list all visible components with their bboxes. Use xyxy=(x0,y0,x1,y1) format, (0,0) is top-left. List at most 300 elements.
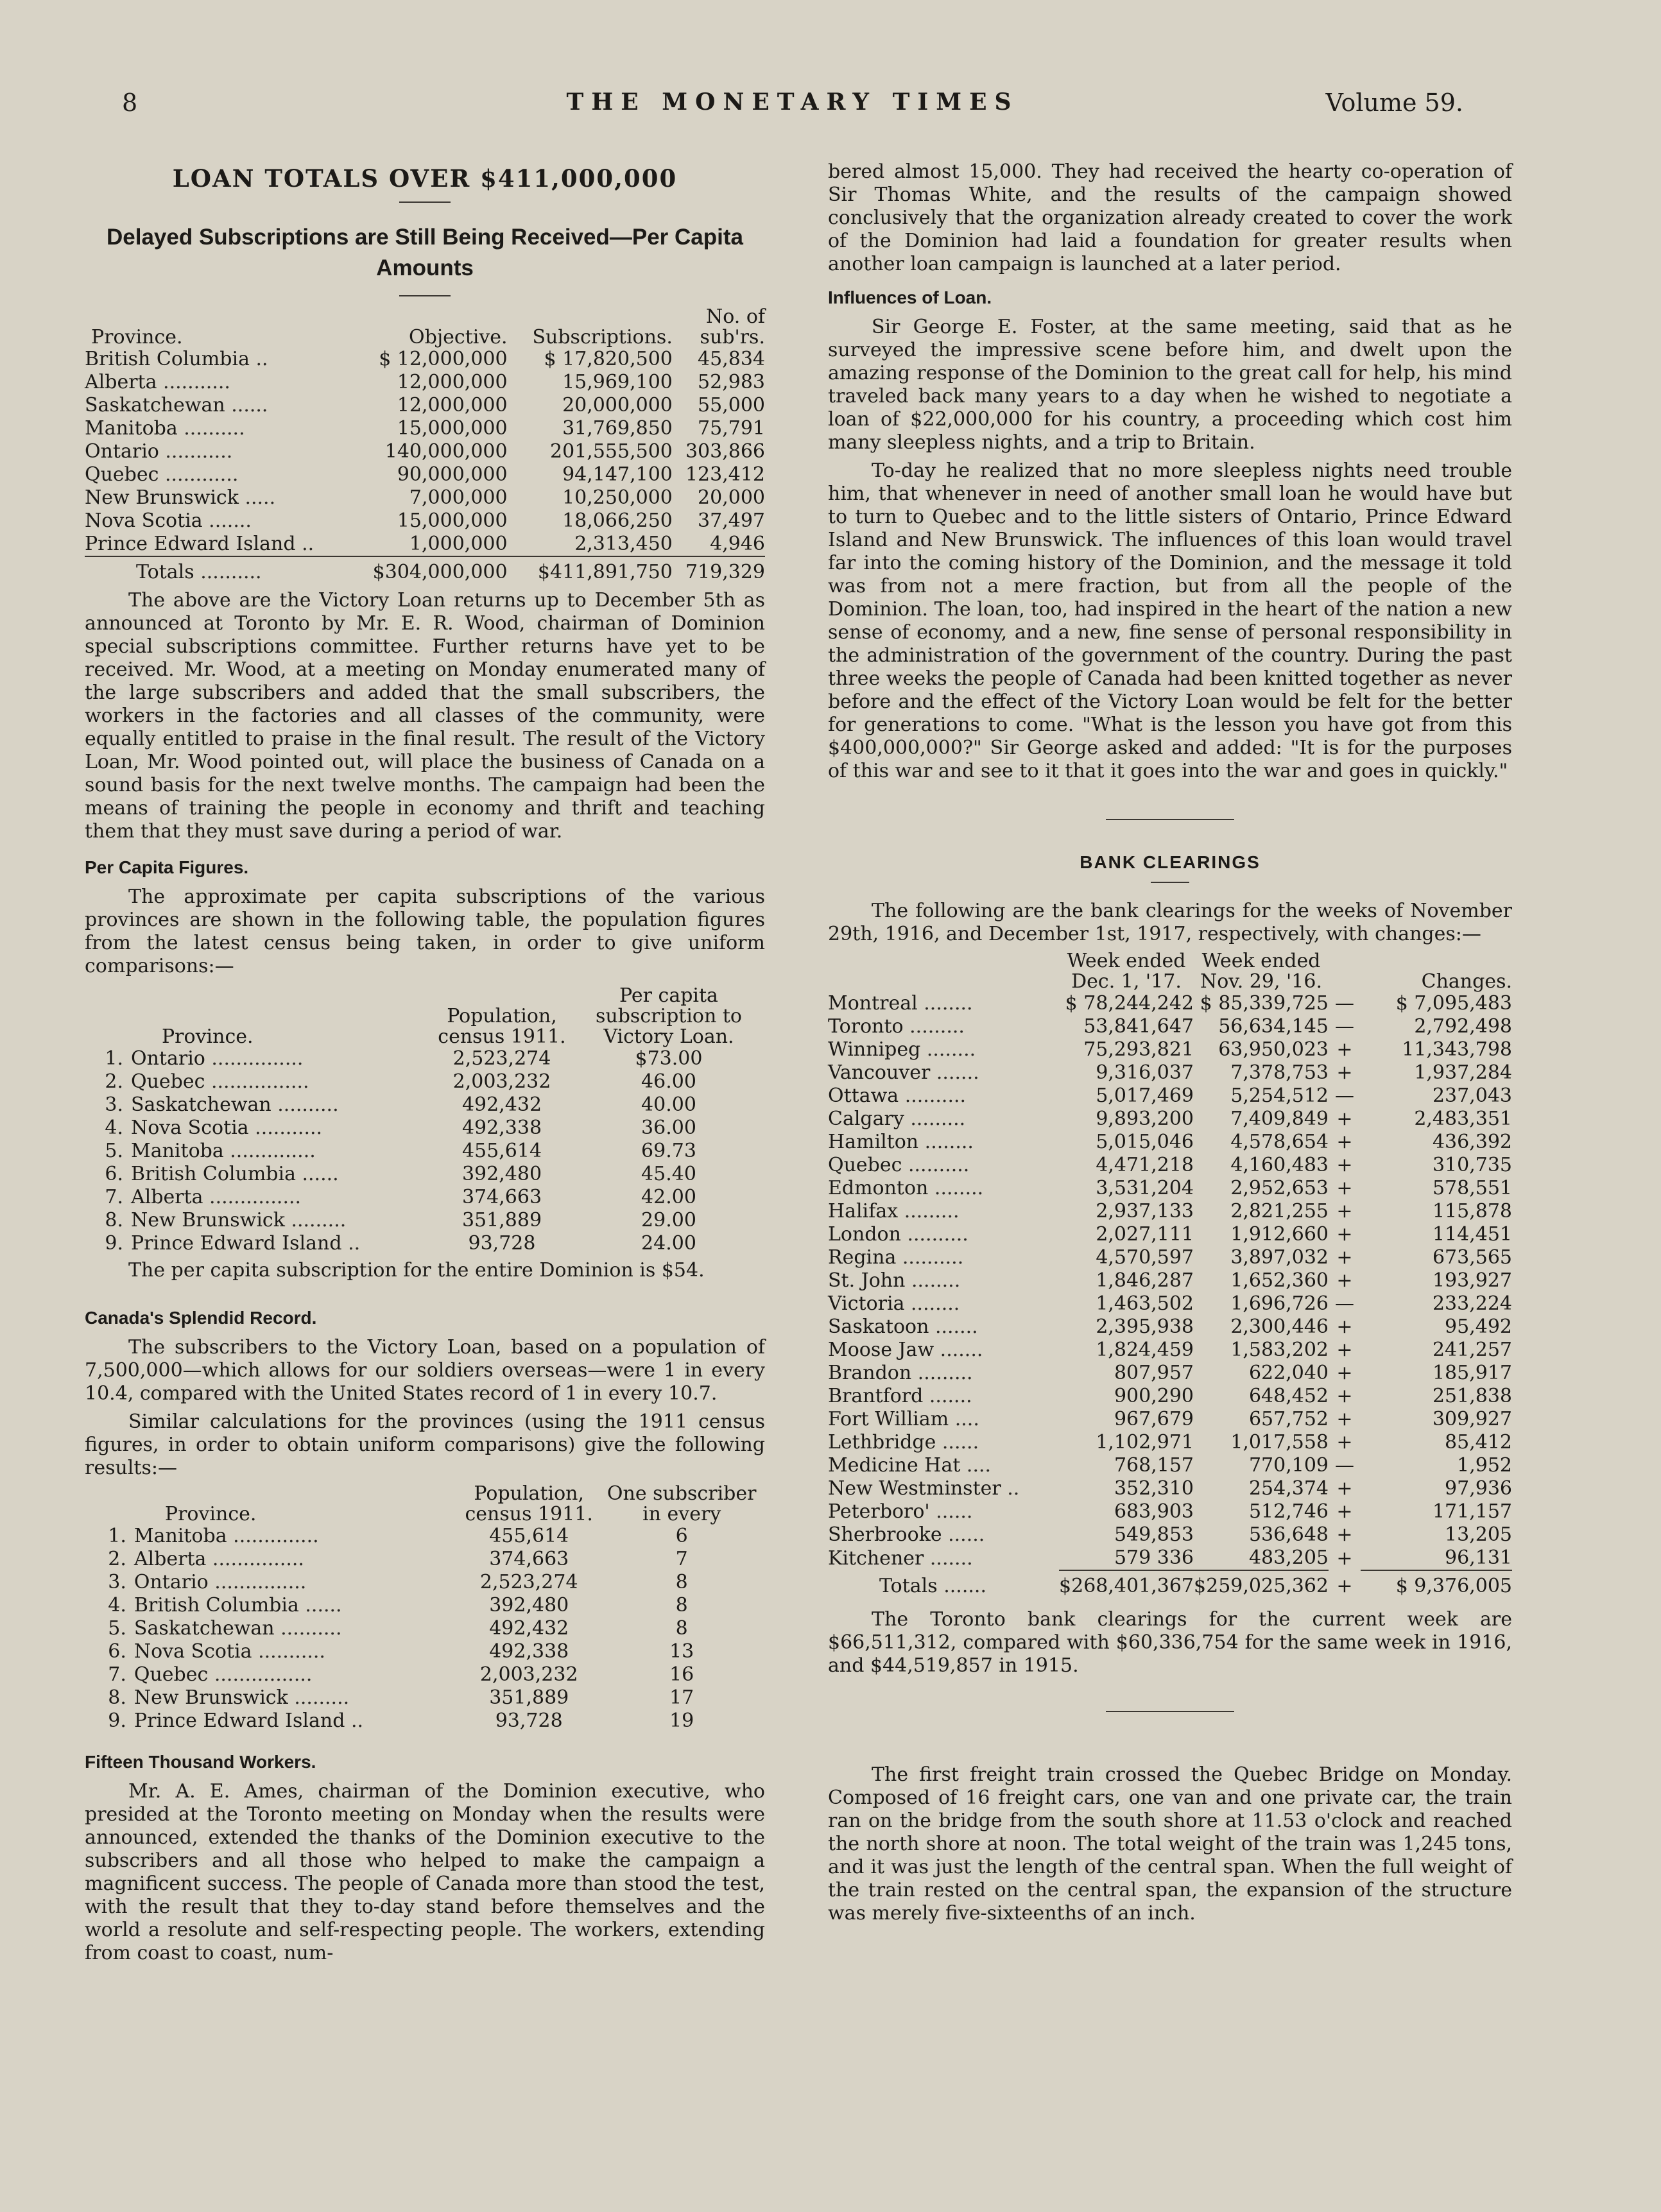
row-label-cell xyxy=(126,1548,460,1571)
row-label: Sherbrooke xyxy=(828,1523,942,1546)
col-header: Province. xyxy=(164,1503,257,1525)
row-label: London xyxy=(828,1223,901,1246)
leader-dots: ...... xyxy=(295,1163,339,1185)
table-cell: + xyxy=(1336,1269,1353,1292)
row-label: British Columbia xyxy=(133,1594,299,1616)
table-cell: 2. xyxy=(108,1548,126,1570)
table-cell: 9,316,037 xyxy=(1096,1061,1194,1084)
table-header-row xyxy=(85,986,765,1047)
row-label-cell xyxy=(85,348,369,371)
row-label: Hamilton xyxy=(828,1131,919,1153)
table-cell: 2,300,446 xyxy=(1230,1316,1329,1338)
table-cell: + xyxy=(1336,1339,1353,1361)
row-label-cell xyxy=(123,1163,431,1186)
row-label: Saskatchewan xyxy=(133,1617,275,1640)
table-cell: 15,000,000 xyxy=(397,510,508,532)
table-cell: 3,897,032 xyxy=(1230,1246,1329,1269)
leader-dots: ...... xyxy=(929,1500,973,1523)
row-label-cell xyxy=(828,1431,1059,1454)
leader-dots: .. xyxy=(249,348,268,370)
row-label-cell xyxy=(828,1061,1059,1085)
table-cell: 492,432 xyxy=(489,1617,569,1640)
leader-dots: ........ xyxy=(917,992,973,1015)
section-heading: Influences of Loan. xyxy=(828,287,992,307)
table-cell: + xyxy=(1336,1362,1353,1384)
table-cell: 351,889 xyxy=(489,1686,569,1709)
table-cell: 1,912,660 xyxy=(1230,1223,1329,1246)
table-row xyxy=(828,1316,1512,1339)
table-cell: 5. xyxy=(105,1140,123,1162)
table-cell: 93,728 xyxy=(495,1710,563,1732)
row-label: Brandon xyxy=(828,1362,912,1384)
table-row xyxy=(85,1140,765,1163)
row-label-cell xyxy=(85,510,369,533)
table-cell: 31,769,850 xyxy=(562,417,673,440)
loan-totals-table xyxy=(85,307,765,584)
table-cell: $ 12,000,000 xyxy=(379,348,508,370)
table-cell: 392,480 xyxy=(461,1163,542,1185)
table-cell: 622,040 xyxy=(1248,1362,1329,1384)
leader-dots: .......... xyxy=(902,1154,970,1176)
leader-dots: ................ xyxy=(205,1070,309,1093)
row-label-cell xyxy=(828,1223,1059,1246)
row-label: British Columbia xyxy=(131,1163,296,1185)
table-row xyxy=(828,1246,1512,1269)
table-cell: 251,838 xyxy=(1432,1385,1512,1407)
table-cell: 770,109 xyxy=(1248,1454,1329,1477)
leader-dots: ....... xyxy=(923,1385,972,1407)
table-cell: 6. xyxy=(105,1163,123,1185)
row-label: St. John xyxy=(828,1269,906,1292)
leader-dots: .............. xyxy=(223,1140,316,1162)
row-label-cell xyxy=(123,1232,431,1255)
paragraph: The approximate per capita subscriptions of the various provinces are shown in the following table, the population figures from the latest census being taken, in order to give uniform comparisons:— xyxy=(85,886,765,977)
row-label-cell xyxy=(828,1547,1059,1570)
table-cell: 20,000 xyxy=(698,486,765,509)
table-row xyxy=(85,1163,765,1186)
table-row xyxy=(828,1385,1512,1408)
row-label-cell xyxy=(828,1454,1059,1477)
table-cell: 1. xyxy=(105,1047,123,1070)
table-cell: 579 336 xyxy=(1114,1547,1194,1569)
table-cell: 90,000,000 xyxy=(397,463,508,486)
row-label: Saskatchewan xyxy=(131,1093,271,1116)
table-cell: 2,003,232 xyxy=(452,1070,551,1093)
table-cell: 1,937,284 xyxy=(1414,1061,1512,1084)
totals-row: Totals ....... $268,401,367 $259,025,362 + $ 9,376,005 xyxy=(879,1575,1512,1597)
table-row xyxy=(85,1594,765,1617)
col-header: Objective. xyxy=(409,326,508,348)
table-row xyxy=(828,1547,1512,1570)
table-cell: 96,131 xyxy=(1445,1547,1512,1569)
table-cell: 5,015,046 xyxy=(1096,1131,1194,1153)
table-cell: 233,224 xyxy=(1432,1292,1512,1315)
row-label-cell xyxy=(85,463,369,486)
table-cell: 19 xyxy=(669,1710,694,1732)
paragraph: The subscribers to the Victory Loan, based on a population of 7,500,000—which allows for our soldiers overseas—were 1 in every 10.4, compared with the United States record of 1 in every 10.7. xyxy=(85,1336,765,1405)
table-cell: 85,412 xyxy=(1445,1431,1512,1453)
table-cell: 15,000,000 xyxy=(397,417,508,440)
table-cell: 11,343,798 xyxy=(1402,1038,1512,1061)
table-cell: — xyxy=(1335,1454,1354,1477)
totals-cell: $ 9,376,005 xyxy=(1395,1575,1512,1597)
row-label: Quebec xyxy=(131,1070,205,1093)
leader-dots: ............... xyxy=(203,1186,302,1208)
table-row xyxy=(828,1223,1512,1246)
table-cell: 12,000,000 xyxy=(397,394,508,416)
table-row xyxy=(828,1015,1512,1038)
paragraph: The per capita subscription for the entire Dominion is $54. xyxy=(128,1259,705,1282)
table-cell: 36.00 xyxy=(641,1117,696,1139)
leader-dots: ........ xyxy=(905,1269,961,1292)
table-cell: 55,000 xyxy=(698,394,765,416)
col-header: Province. xyxy=(91,326,183,348)
section-heading: Fifteen Thousand Workers. xyxy=(85,1752,316,1772)
row-label: Ontario xyxy=(85,440,159,463)
table-cell: 578,551 xyxy=(1432,1177,1512,1199)
row-label-cell xyxy=(123,1140,431,1163)
table-cell: + xyxy=(1336,1523,1353,1546)
table-cell: 7,378,753 xyxy=(1230,1061,1329,1084)
table-cell: 8 xyxy=(675,1617,688,1640)
table-cell: 2. xyxy=(105,1070,123,1093)
table-cell: $ 7,095,483 xyxy=(1395,992,1512,1015)
table-cell: 37,497 xyxy=(698,510,765,532)
table-cell: 5. xyxy=(108,1617,126,1640)
table-row xyxy=(828,1061,1512,1085)
row-label: British Columbia xyxy=(85,348,250,370)
table-cell: + xyxy=(1336,1431,1353,1453)
row-label: Peterboro' xyxy=(828,1500,930,1523)
row-label-cell xyxy=(126,1710,460,1733)
leader-dots: ......... xyxy=(898,1200,960,1222)
col-header: Week ended Nov. 29, '16. xyxy=(1200,950,1322,993)
table-cell: 140,000,000 xyxy=(384,440,508,463)
right-column xyxy=(828,160,1512,1925)
table-row xyxy=(828,1131,1512,1154)
table-cell: + xyxy=(1336,1547,1353,1570)
divider xyxy=(399,295,451,296)
row-label-cell xyxy=(126,1525,460,1548)
table-cell: $ 85,339,725 xyxy=(1200,992,1329,1015)
table-cell: + xyxy=(1336,1131,1353,1153)
table-cell: 967,679 xyxy=(1114,1408,1194,1430)
table-cell: + xyxy=(1336,1038,1353,1061)
row-label-cell xyxy=(828,1269,1059,1292)
row-label: Prince Edward Island xyxy=(131,1232,342,1255)
article-headline: LOAN TOTALS OVER $411,000,000 xyxy=(172,164,678,193)
table-cell: 201,555,500 xyxy=(550,440,673,463)
table-cell: 69.73 xyxy=(641,1140,696,1162)
row-label-cell xyxy=(123,1047,431,1070)
table-cell: 15,969,100 xyxy=(562,371,673,393)
table-cell: 17 xyxy=(669,1686,694,1709)
table-cell: 900,290 xyxy=(1114,1385,1194,1407)
table-cell: 185,917 xyxy=(1432,1362,1512,1384)
leader-dots: .. xyxy=(341,1232,361,1255)
table-cell: 115,878 xyxy=(1432,1200,1512,1222)
row-label-cell xyxy=(126,1617,460,1640)
row-label-cell xyxy=(828,1246,1059,1269)
leader-dots: ............... xyxy=(208,1571,307,1593)
table-row xyxy=(828,1038,1512,1061)
row-label-cell xyxy=(828,1339,1059,1362)
table-row xyxy=(85,1663,765,1686)
table-cell: 9. xyxy=(108,1710,126,1732)
table-cell: 10,250,000 xyxy=(562,486,673,509)
table-cell: 1,000,000 xyxy=(409,533,508,555)
table-row xyxy=(85,1070,765,1093)
paragraph: Sir George E. Foster, at the same meeting, said that as he surveyed the impressive scene before him, and dwelt upon the amazing response of the Dominion to the great call for help, his mind traveled back many years to a day when he wished to negotiate a loan of $22,000,000 for his country, a proceeding which cost him many sleepless nights, and a trip to Britain. xyxy=(828,316,1512,454)
row-label-cell xyxy=(828,1292,1059,1316)
totals-cell: + xyxy=(1336,1575,1353,1597)
row-label: Toronto xyxy=(828,1015,904,1038)
leader-dots: ...... xyxy=(225,394,268,416)
col-header: Changes. xyxy=(1421,970,1512,993)
table-cell: 3,531,204 xyxy=(1096,1177,1194,1199)
table-cell: + xyxy=(1336,1408,1353,1430)
table-row xyxy=(85,1117,765,1140)
table-cell: 94,147,100 xyxy=(562,463,673,486)
table-cell: + xyxy=(1336,1154,1353,1176)
table-cell: 4,570,597 xyxy=(1096,1246,1194,1269)
row-label-cell xyxy=(828,1200,1059,1223)
table-cell: 52,983 xyxy=(698,371,765,393)
leader-dots: ............ xyxy=(159,463,239,486)
row-label-cell xyxy=(85,394,369,417)
row-label-cell xyxy=(126,1686,460,1710)
table-cell: + xyxy=(1336,1316,1353,1338)
row-label-cell xyxy=(85,417,369,440)
table-cell: 24.00 xyxy=(641,1232,696,1255)
table-cell: 95,492 xyxy=(1445,1316,1512,1338)
table-cell: 4. xyxy=(105,1117,123,1139)
table-cell: + xyxy=(1336,1108,1353,1130)
table-cell: 455,614 xyxy=(461,1140,542,1162)
per-capita-table xyxy=(85,986,765,1255)
table-row xyxy=(85,1617,765,1640)
table-row xyxy=(828,1292,1512,1316)
table-cell: — xyxy=(1335,992,1354,1015)
row-label: New Brunswick xyxy=(133,1686,288,1709)
table-cell: 18,066,250 xyxy=(562,510,673,532)
table-cell: + xyxy=(1336,1246,1353,1269)
col-header: Subscriptions. xyxy=(532,326,673,348)
table-cell: 683,903 xyxy=(1114,1500,1194,1523)
table-cell: 4. xyxy=(108,1594,126,1616)
leader-dots: ........ xyxy=(920,1038,976,1061)
paragraph: To-day he realized that no more sleepless nights need trouble him, that whenever in need of another small loan he would have but to turn to Quebec and to the little sisters of Ontario, Prince Edward Island and New Brunswick. The influences of this loan would travel far into the coming history of the Dominion, and the message it told was from not a mere fraction, but from all the people of the Dominion. The loan, too, had inspired in the heart of the nation a new sense of economy, and a new, fine sense of personal responsibility in the administration of the government of the country. During the past three weeks the people of Canada had been knitted together as never before and the effect of the Victory Loan would be felt for the better for generations to come. "What is the lesson you have got from this $400,000,000?" Sir George asked and added: "It is for the purposes of this war and see to it that it goes into the war and goes in quickly." xyxy=(828,459,1512,782)
col-header: One subscriber in every xyxy=(607,1482,757,1525)
table-cell: 2,483,351 xyxy=(1414,1108,1512,1130)
table-row xyxy=(828,1477,1512,1500)
table-cell: 16 xyxy=(669,1663,694,1686)
table-row xyxy=(828,1431,1512,1454)
row-label: Nova Scotia xyxy=(85,510,203,532)
table-cell: 13 xyxy=(669,1640,694,1663)
table-row xyxy=(85,1571,765,1594)
leader-dots: .......... xyxy=(274,1617,342,1640)
row-label-cell xyxy=(85,440,369,463)
leader-dots: ........... xyxy=(252,1640,325,1663)
table-cell: 8. xyxy=(108,1686,126,1709)
row-label-cell xyxy=(85,371,369,394)
leader-dots: .......... xyxy=(896,1246,964,1269)
table-cell: 1. xyxy=(108,1525,126,1547)
leader-dots: ..... xyxy=(238,486,276,509)
row-label: Alberta xyxy=(133,1548,207,1570)
table-cell: 648,452 xyxy=(1248,1385,1329,1407)
leader-dots: ........ xyxy=(904,1292,960,1315)
table-cell: 7,409,849 xyxy=(1230,1108,1329,1130)
row-label-cell xyxy=(126,1571,460,1594)
table-cell: 2,523,274 xyxy=(452,1047,551,1070)
leader-dots: ......... xyxy=(903,1015,965,1038)
table-row xyxy=(828,1339,1512,1362)
table-cell: 1,952 xyxy=(1457,1454,1512,1477)
table-cell: 5,017,469 xyxy=(1096,1085,1194,1107)
table-cell: 1,846,287 xyxy=(1096,1269,1194,1292)
totals-cell: $411,891,750 xyxy=(537,561,673,583)
leader-dots: .... xyxy=(949,1408,979,1430)
row-label: Quebec xyxy=(828,1154,902,1176)
leader-dots: ....... xyxy=(924,1547,973,1570)
paragraph: Mr. A. E. Ames, chairman of the Dominion executive, who presided at the Toronto meeting on Monday when the results were announced, extended the thanks of the Dominion executive to the subscribers and all those who helped to make the campaign a magnificent success. The people of Canada more than stood the test, with the result that they to-day stand before themselves and the world a resolute and self-respecting people. The workers, extending from coast to coast, num- xyxy=(85,1780,765,1964)
table-row xyxy=(85,440,765,463)
bank-clearings-table xyxy=(828,951,1512,1598)
table-cell: 20,000,000 xyxy=(562,394,673,416)
table-row xyxy=(85,533,765,556)
row-label: Prince Edward Island xyxy=(85,533,296,555)
table-cell: 392,480 xyxy=(489,1594,569,1616)
table-header-row xyxy=(85,307,765,348)
leader-dots: ...... xyxy=(936,1431,979,1453)
row-label: New Brunswick xyxy=(85,486,239,509)
row-label-cell xyxy=(123,1209,431,1232)
table-cell: 4,160,483 xyxy=(1230,1154,1329,1176)
table-cell: 4,578,654 xyxy=(1230,1131,1329,1153)
table-cell: $ 78,244,242 xyxy=(1065,992,1194,1015)
table-cell: $73.00 xyxy=(635,1047,703,1070)
table-row xyxy=(85,371,765,394)
table-cell: — xyxy=(1335,1292,1354,1315)
table-row xyxy=(828,1177,1512,1200)
table-row xyxy=(85,486,765,510)
table-cell: 2,937,133 xyxy=(1096,1200,1194,1222)
table-cell: 310,735 xyxy=(1432,1154,1512,1176)
table-cell: 536,648 xyxy=(1248,1523,1329,1546)
table-cell: 549,853 xyxy=(1114,1523,1194,1546)
totals-cell: $268,401,367 xyxy=(1059,1575,1194,1597)
row-label: Moose Jaw xyxy=(828,1339,934,1361)
table-row xyxy=(828,1085,1512,1108)
table-cell: 2,395,938 xyxy=(1096,1316,1194,1338)
table-cell: 45.40 xyxy=(641,1163,696,1185)
table-cell: 6 xyxy=(675,1525,688,1547)
row-label-cell xyxy=(828,1477,1059,1500)
row-label: Ontario xyxy=(133,1571,209,1593)
table-cell: 807,957 xyxy=(1114,1362,1194,1384)
table-row xyxy=(828,1200,1512,1223)
table-row xyxy=(828,1108,1512,1131)
row-label-cell xyxy=(828,1154,1059,1177)
table-row xyxy=(85,463,765,486)
row-label: Lethbridge xyxy=(828,1431,936,1453)
table-row xyxy=(85,394,765,417)
table-cell: 241,257 xyxy=(1432,1339,1512,1361)
row-label-cell xyxy=(828,1385,1059,1408)
row-label: Vancouver xyxy=(828,1061,931,1084)
table-row xyxy=(85,1209,765,1232)
leader-dots: .......... xyxy=(899,1085,967,1107)
leader-dots: .......... xyxy=(900,1223,968,1246)
leader-dots: ....... xyxy=(930,1061,979,1084)
table-row xyxy=(85,1232,765,1255)
table-cell: 12,000,000 xyxy=(397,371,508,393)
table-cell: 56,634,145 xyxy=(1218,1015,1329,1038)
table-cell: + xyxy=(1336,1477,1353,1500)
leader-dots: .... xyxy=(960,1454,992,1477)
row-label: Manitoba xyxy=(133,1525,227,1547)
table-cell: — xyxy=(1335,1015,1354,1038)
row-label-cell xyxy=(126,1640,460,1663)
row-label: Medicine Hat xyxy=(828,1454,961,1477)
row-label: New Brunswick xyxy=(131,1209,285,1231)
table-row xyxy=(85,1186,765,1209)
table-row xyxy=(828,1362,1512,1385)
row-label-cell xyxy=(828,1316,1059,1339)
table-row xyxy=(85,1093,765,1117)
col-header: Per capita subscription to Victory Loan. xyxy=(596,984,742,1048)
table-row xyxy=(85,348,765,371)
table-cell: 9. xyxy=(105,1232,123,1255)
table-cell: 193,927 xyxy=(1432,1269,1512,1292)
table-row xyxy=(85,510,765,533)
row-label-cell xyxy=(126,1594,460,1617)
totals-label: Totals xyxy=(879,1575,938,1597)
col-header: Week ended Dec. 1, '17. xyxy=(1067,950,1186,993)
leader-dots: ........... xyxy=(157,371,230,393)
leader-dots: ............... xyxy=(206,1548,304,1570)
table-cell: + xyxy=(1336,1223,1353,1246)
leader-dots: ......... xyxy=(911,1362,973,1384)
table-cell: 45,834 xyxy=(698,348,765,370)
table-cell: 63,950,023 xyxy=(1218,1038,1329,1061)
row-label: Victoria xyxy=(828,1292,905,1315)
table-cell: 492,338 xyxy=(461,1117,542,1139)
table-cell: + xyxy=(1336,1385,1353,1407)
table-cell: 237,043 xyxy=(1432,1085,1512,1107)
table-row xyxy=(85,1047,765,1070)
table-cell: 768,157 xyxy=(1114,1454,1194,1477)
table-row xyxy=(85,1640,765,1663)
divider xyxy=(399,201,451,203)
leader-dots: ................ xyxy=(208,1663,313,1686)
table-cell: 374,663 xyxy=(489,1548,569,1570)
table-cell: 9,893,200 xyxy=(1096,1108,1194,1130)
col-header: Population, census 1911. xyxy=(465,1482,593,1525)
table-cell: 1,583,202 xyxy=(1230,1339,1329,1361)
left-column xyxy=(85,160,765,1965)
table-cell: 40.00 xyxy=(641,1093,696,1116)
paragraph: bered almost 15,000. They had received the hearty co-operation of Sir Thomas White, and the results of the campaign showed conclusively that the organization already created to cover the work of the Dominion had laid a foundation for greater results when another loan campaign is launched at a later period. xyxy=(828,160,1512,275)
paragraph: Similar calculations for the provinces (using the 1911 census figures, in order to obtain uniform comparisons) give the following results:— xyxy=(85,1410,765,1479)
leader-dots: .. xyxy=(345,1710,364,1732)
row-label: Nova Scotia xyxy=(131,1117,249,1139)
row-label: Manitoba xyxy=(131,1140,224,1162)
leader-dots: ............... xyxy=(205,1047,304,1070)
leader-dots: ........ xyxy=(928,1177,984,1199)
